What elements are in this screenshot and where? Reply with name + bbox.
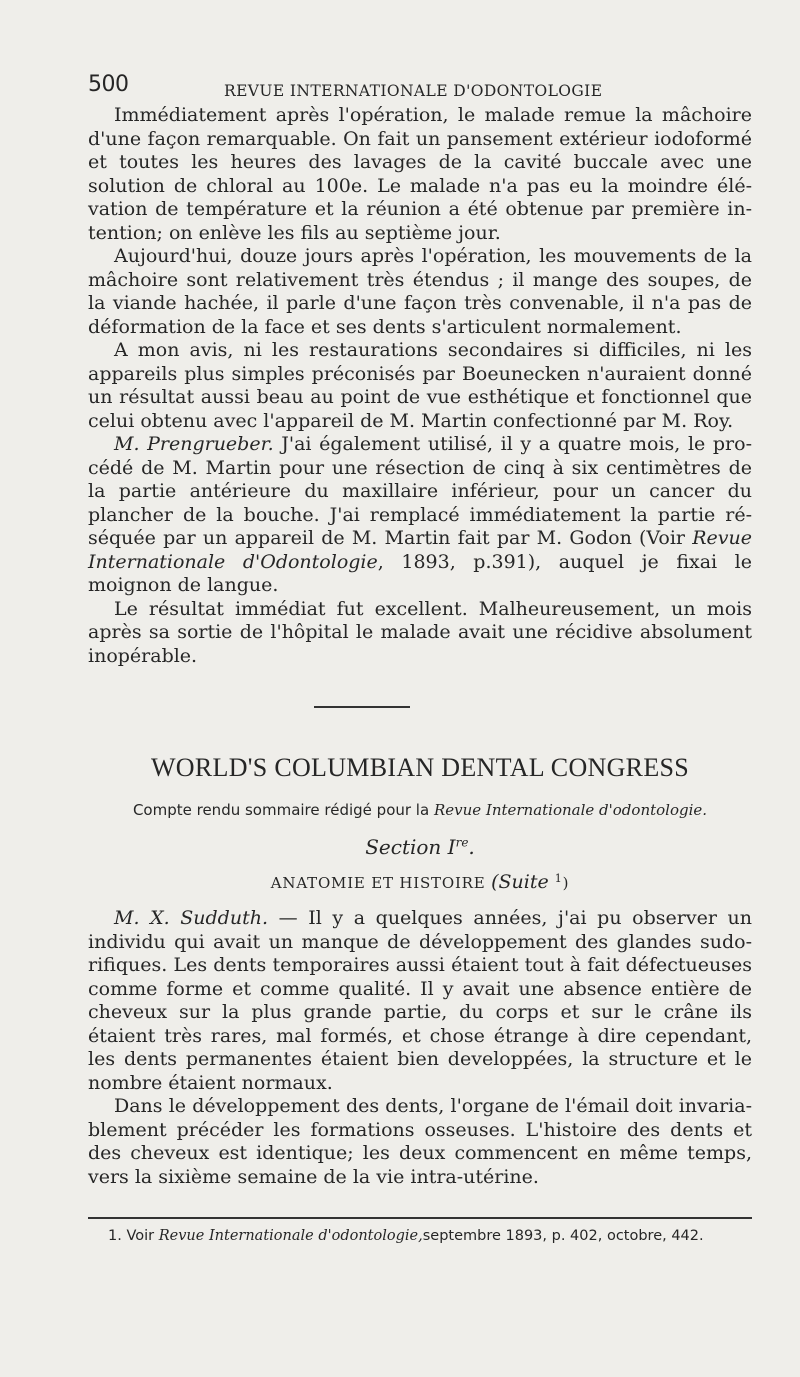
journal-title: Revue Internationale d'odontologie. [433,801,708,819]
footnote-text: septembre 1893, p. 402, octobre, 442. [422,1228,704,1244]
paragraph: Dans le développement des dents, l'organe de l'émail doit invariablement précéder les formations osseuses. L'histoire des dents et des cheveux est identique; les deux commencent en même temps, vers la sixième semaine de la vie intra-utérine. [88,1095,752,1188]
section-heading [88,871,752,893]
congress-report [88,907,752,1189]
journal-title: Revue Internationale d'odontologie, [158,1228,423,1244]
footnote-ref: 1 [554,872,563,885]
article-continuation [88,104,752,668]
paragraph-text: J'ai également utilisé, il y a quatre mois, le procédé de M. Martin pour une résection de cinq à six centimètres de la partie antérieure du maxillaire inférieur, pour un cancer du plancher de la bouche. J'ai remplacé immédiatement la partie réséquée par un appareil de M. Martin fait par M. Godon (Voir [88,433,752,549]
section-divider [314,706,410,708]
footnote [108,1228,750,1244]
suite-label: (Suite [491,871,555,893]
paragraph [88,907,752,1095]
paragraph: Le résultat immédiat fut excellent. Malheureusement, un mois après sa sortie de l'hôpital le malade avait une récidive absolument inopérable. [88,597,752,667]
journal-title: Revue Internationale d'Odontologie [88,527,752,573]
congress-title: WORLD'S COLUMBIAN DENTAL CONGRESS [150,753,690,782]
section-title [88,835,752,859]
footnote-prefix: 1. Voir [108,1228,159,1244]
congress-subtitle [88,801,752,819]
speaker-name: M. X. Sudduth. [114,907,268,929]
page-number: 500 [88,72,129,97]
subtitle-text: Compte rendu sommaire rédigé pour la [132,801,434,819]
heading-text: ANATOMIE ET HISTOIRE [270,874,492,892]
paragraph-text: , 1893, p.391), auquel je fixai le moignon de langue. [88,550,753,596]
section-label: Section I [365,835,456,859]
paragraph: Immédiatement après l'opération, le malade remue la mâchoire d'une façon remarquable. On fait un pansement extérieur iodoformé et toutes les heures des lavages de la cavité buccale avec une solution de chloral au 100e. Le malade n'a pas eu la moindre élévation de température et la réunion a été obtenue par première intention; on enlève les fils au septième jour. [88,104,752,244]
paragraph: A mon avis, ni les restaurations secondaires si difficiles, ni les appareils plus simples préconisés par Boeunecken n'auraient donné un résultat aussi beau au point de vue esthétique et fonctionnel que celui obtenu avec l'appareil de M. Martin confectionné par M. Roy. [88,339,752,432]
running-head: REVUE INTERNATIONALE D'ODONTOLOGIE [224,82,603,100]
speaker-name: M. Prengrueber. [114,433,274,455]
suite-close: ) [562,874,570,892]
page-header [88,70,750,104]
section-punct: . [468,835,475,859]
paragraph-text: — Il y a quelques années, j'ai pu observer un individu qui avait un manque de développement des glandes sudorifiques. Les dents temporaires aussi étaient tout à fait défectueuses comme forme et comme qualité. Il y avait une absence entière de cheveux sur la plus grande partie, du corps et sur le crâne ils étaient très rares, mal formés, et chose étrange à dire cependant, les dents permanentes étaient bien developpées, la structure et le nombre étaient normaux. [88,907,752,1094]
footnote-divider [88,1217,752,1219]
section-superscript: re [455,835,469,850]
paragraph: Aujourd'hui, douze jours après l'opération, les mouvements de la mâchoire sont relativement très étendus ; il mange des soupes, de la viande hachée, il parle d'une façon très convenable, il n'a pas de déformation de la face et ses dents s'articulent normalement. [88,245,752,338]
paragraph [88,433,752,598]
